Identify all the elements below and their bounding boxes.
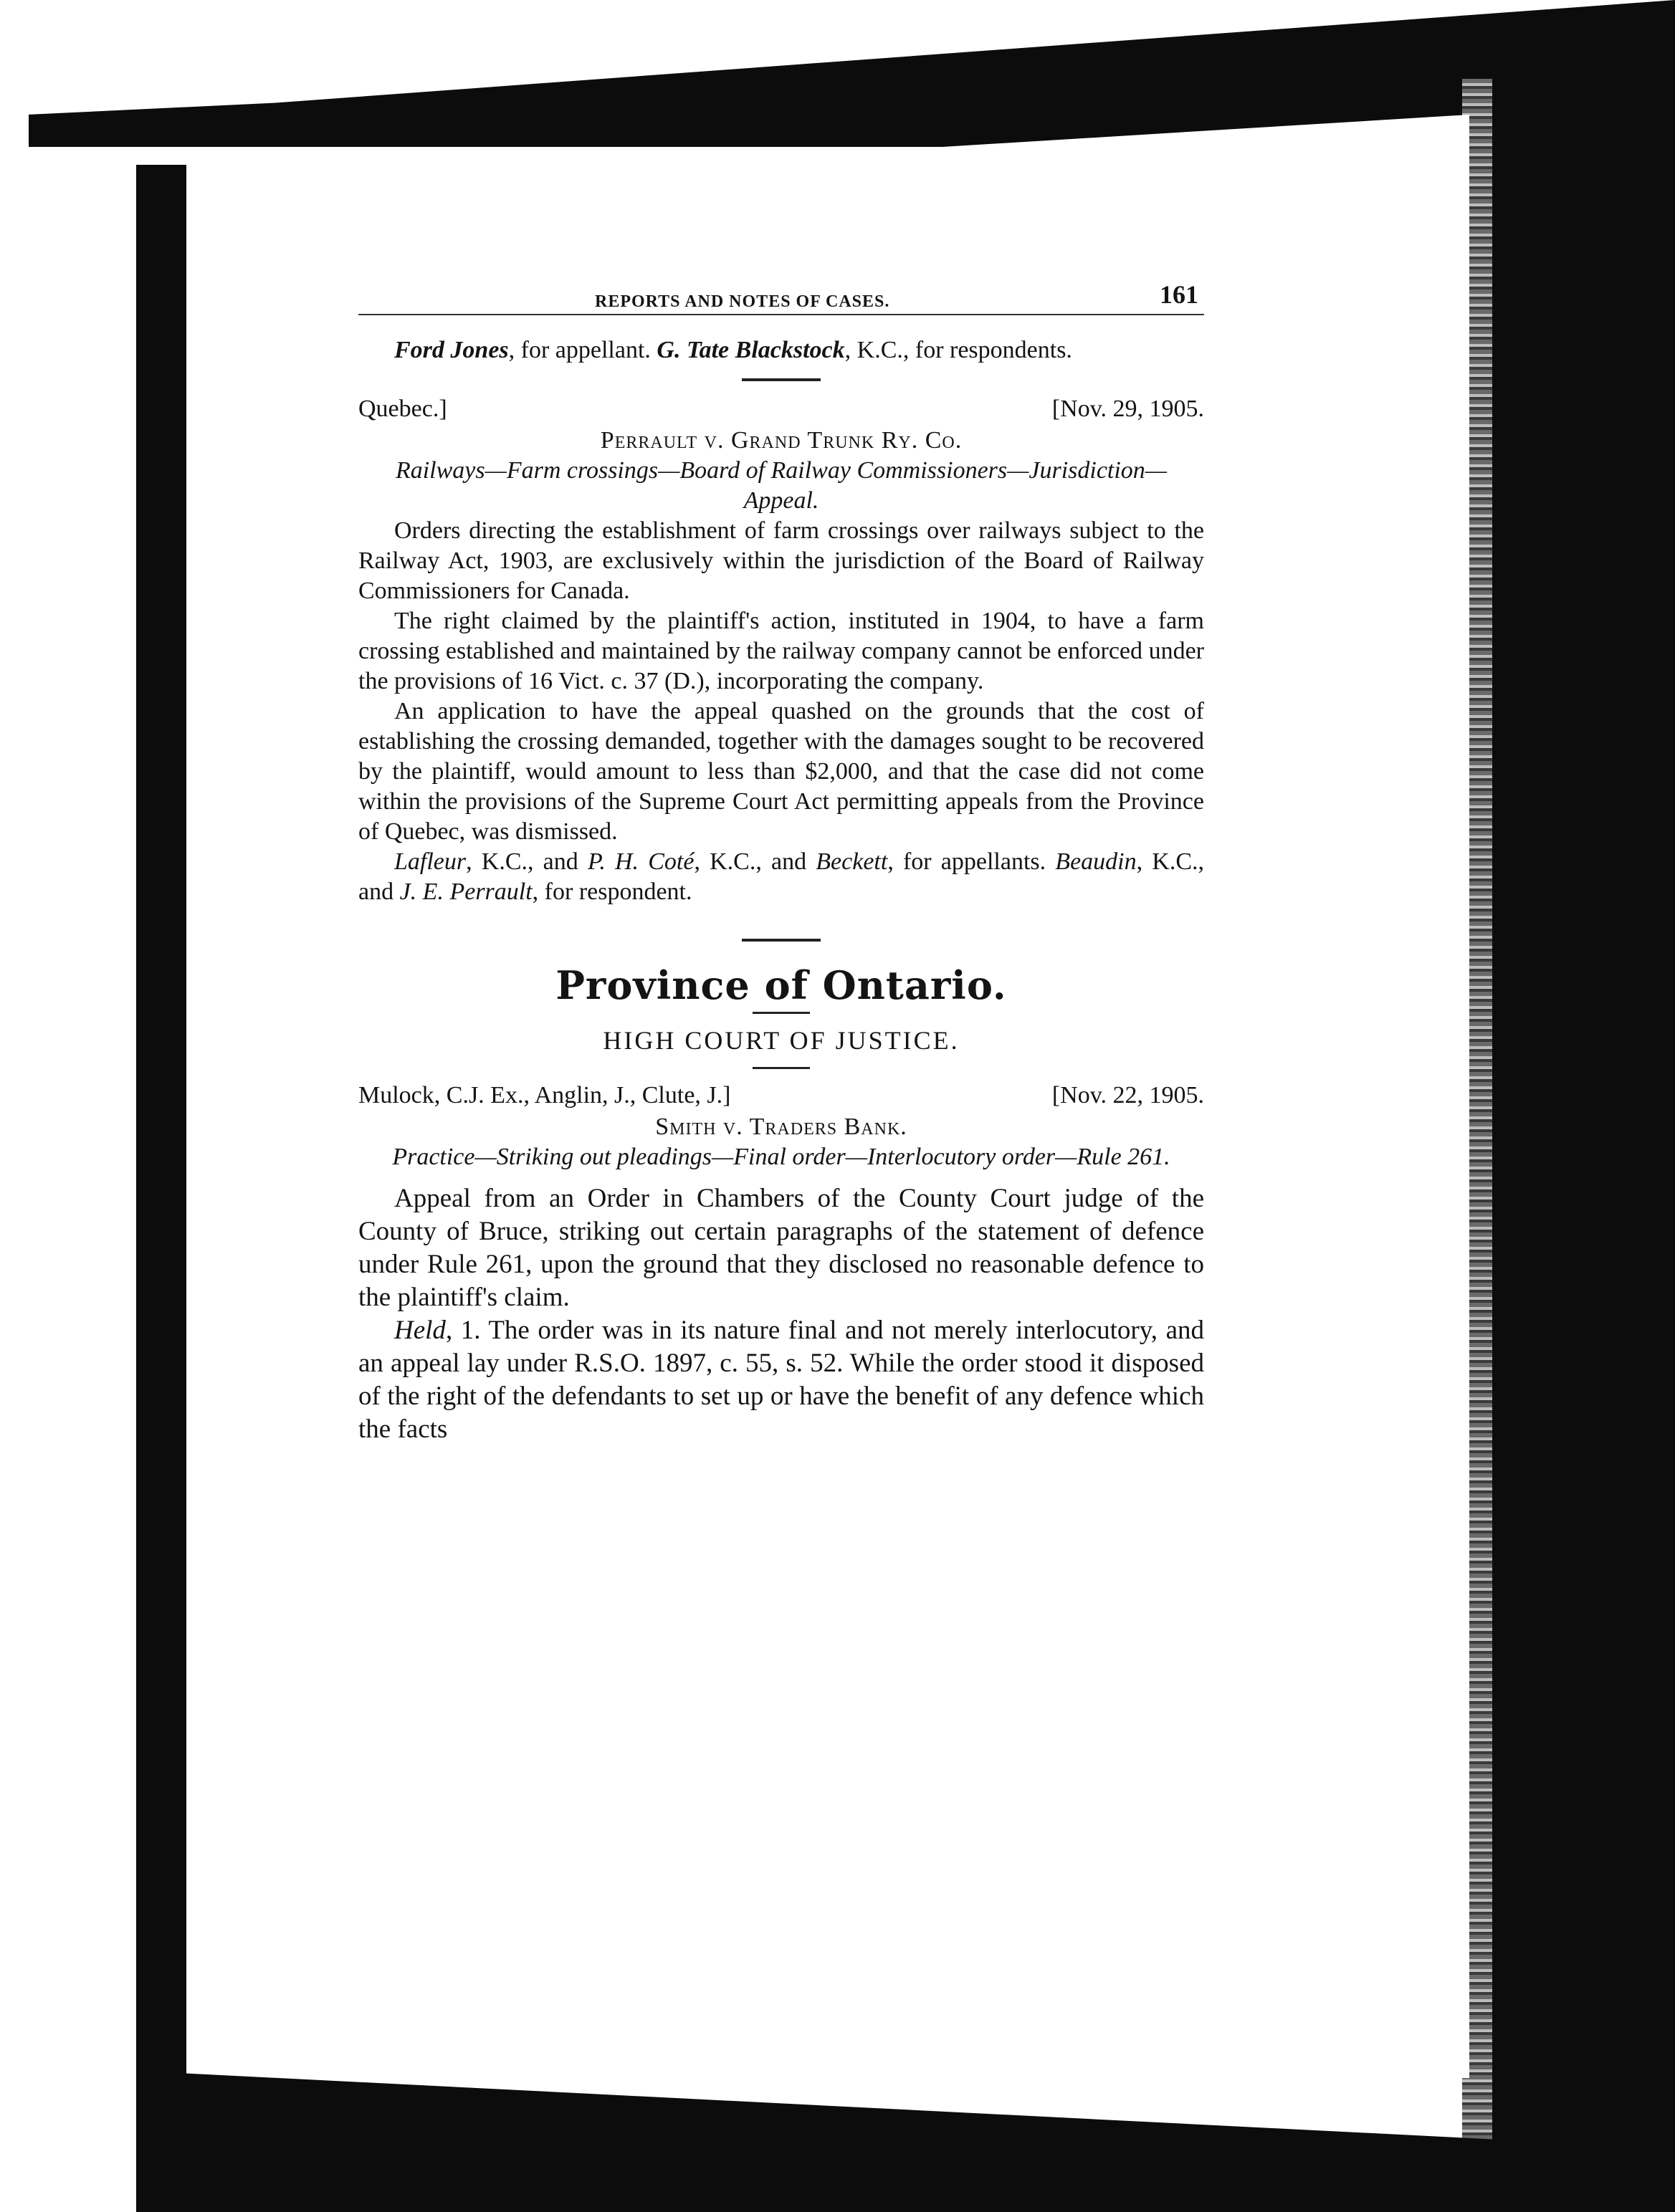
counsel-text: , for appellant.	[508, 337, 657, 363]
scan-border-bottom	[136, 2071, 1675, 2212]
counsel-name: G. Tate Blackstock	[657, 337, 845, 363]
case1-paragraph: The right claimed by the plaintiff's action, instituted in 1904, to have a farm crossing established and maintained by the railway company cannot be enforced under the provisions of 16 Vict. c. 37 (D.), incorporating the company.	[358, 608, 1204, 694]
counsel-text: , K.C., and	[694, 848, 816, 875]
counsel-text: , K.C., and	[466, 848, 588, 875]
counsel-name: Lafleur	[394, 848, 467, 875]
counsel-name: Beaudin	[1055, 848, 1137, 875]
page-number: 161	[1160, 280, 1198, 309]
counsel-text: , K.C., for respondents.	[844, 337, 1072, 363]
counsel-name: P. H. Coté	[587, 848, 695, 875]
case2-bench: Mulock, C.J. Ex., Anglin, J., Clute, J.]	[358, 1082, 731, 1109]
case1-paragraph: Orders directing the establishment of farm crossings over railways subject to the Railway Act, 1903, are exclusively within the jurisdiction of the Board of Railway Commissioners for Canada.	[358, 517, 1204, 604]
case1-paragraph: An application to have the appeal quashed on the grounds that the cost of establishing the crossing demanded, together with the damages sought to be recovered by the plaintiff, would amount to less than $2,000, and that the case did not come within the provisions of the Supreme Court Act permitting appeals from the Province of Quebec, was dismissed.	[358, 698, 1204, 845]
page-text	[358, 279, 1204, 1446]
running-title: REPORTS AND NOTES OF CASES.	[595, 292, 890, 311]
running-head	[358, 279, 1204, 315]
case2-body	[358, 1182, 1204, 1446]
counsel-text: , K.C., and	[358, 848, 1205, 905]
section-heading: Province of Ontario.	[555, 962, 1007, 1008]
case2-paragraph: Appeal from an Order in Chambers of the County Court judge of the County of Bruce, striking out certain paragraphs of the statement of defence under Rule 261, upon the ground that they disclosed no reasonable defence to the plaintiff's claim.	[358, 1184, 1204, 1312]
previous-case-counsel	[358, 335, 1204, 365]
counsel-name: Beckett	[816, 848, 888, 875]
counsel-name: J. E. Perrault	[399, 878, 533, 905]
case1-date: [Nov. 29, 1905.	[1051, 396, 1204, 422]
case2-date: [Nov. 22, 1905.	[1051, 1082, 1204, 1109]
section-divider	[753, 1067, 810, 1069]
case2-name: Smith v. Traders Bank.	[655, 1114, 907, 1140]
case1-headnote: Railways—Farm crossings—Board of Railway Commissioners—Jurisdiction—Appeal.	[395, 457, 1168, 514]
case1-jurisdiction: Quebec.]	[358, 396, 447, 422]
section-divider	[742, 378, 821, 381]
court-heading: HIGH COURT OF JUSTICE.	[603, 1026, 960, 1055]
scan-border-left	[136, 165, 186, 2114]
scan-border-right	[1469, 43, 1675, 2212]
case2-headnote: Practice—Striking out pleadings—Final order—Interlocutory order—Rule 261.	[392, 1144, 1170, 1170]
held-label: Held	[394, 1316, 446, 1345]
case2-held	[358, 1314, 1204, 1446]
section-divider	[753, 1012, 810, 1014]
counsel-text: , for appellants.	[887, 848, 1056, 875]
held-text: , 1. The order was in its nature final and not merely interlocutory, and an appeal lay under R.S.O. 1897, c. 55, s. 52. While the order stood it disposed of the right of the defendants to set up or have the benefit of any defence which the facts	[358, 1316, 1204, 1444]
case1-counsel	[358, 847, 1204, 907]
case2-dateline	[358, 1081, 1204, 1111]
counsel-name: Ford Jones	[394, 337, 509, 363]
case1-dateline	[358, 394, 1204, 424]
section-divider	[742, 939, 821, 942]
case1-name: Perrault v. Grand Trunk Ry. Co.	[600, 427, 963, 454]
counsel-text: , for respondent.	[532, 878, 692, 905]
